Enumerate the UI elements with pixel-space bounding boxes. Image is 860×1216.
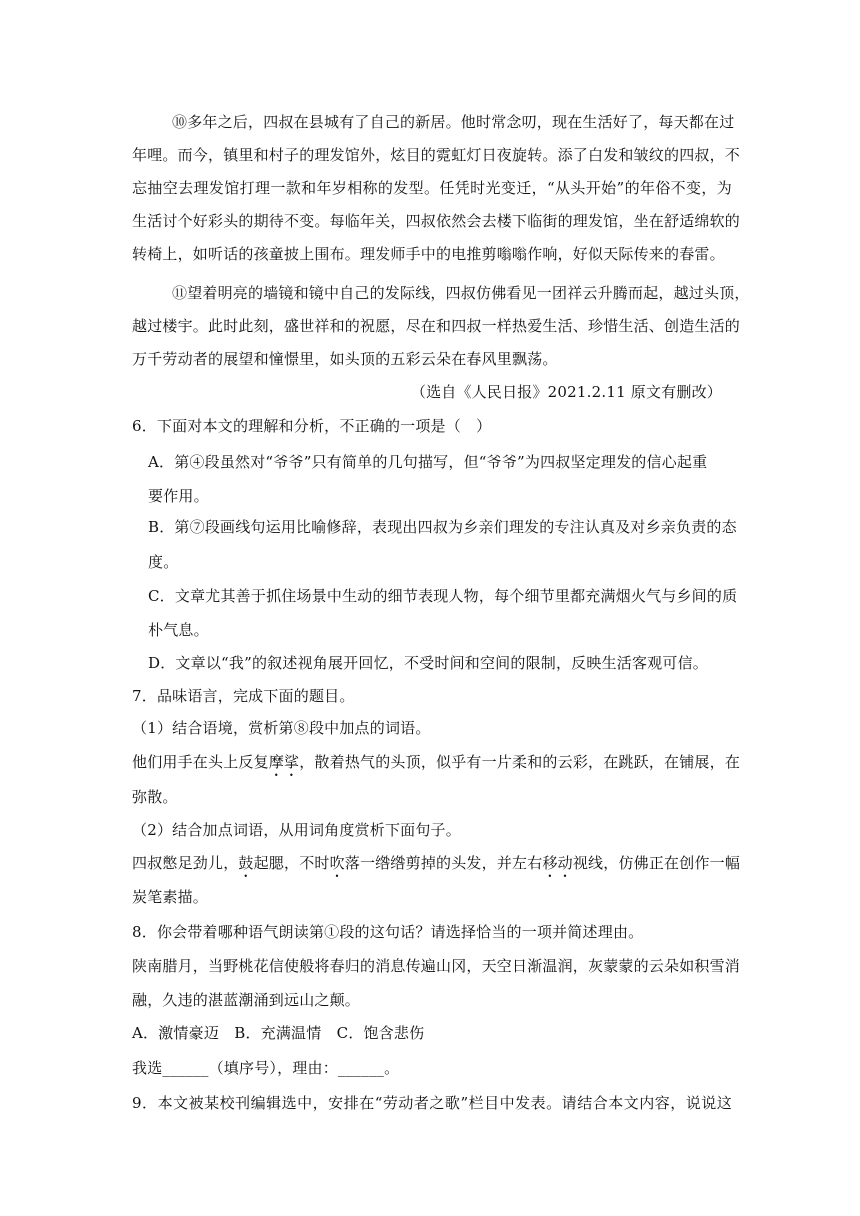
passage-line: 转椅上，如听话的孩童披上围布。理发师手中的电推剪嗡嗡作响，好似天际传来的春雷。 xyxy=(132,245,725,263)
passage-line: 忘抽空去理发馆打理一款和年岁相称的发型。任凭时光变迁，“从头开始”的年俗不变，为 xyxy=(132,179,732,197)
passage-line: ⑩多年之后，四叔在县城有了自己的新居。他时常念叨，现在生活好了，每天都在过 xyxy=(172,113,735,131)
q7-quote-1-line: 他们用手在头上反复摩挲，散着热气的头顶，似乎有一片柔和的云彩，在跳跃，在铺展，在 xyxy=(132,753,741,771)
question-9-stem: 9．本文被某校刊编辑选中，安排在“劳动者之歌”栏目中发表。请结合本文内容，说说这 xyxy=(132,1094,732,1112)
q6-option-d: D．文章以“我”的叙述视角展开回忆，不受时间和空间的限制，反映生活客观可信。 xyxy=(148,654,708,672)
passage-line: 生活讨个好彩头的期待不变。每临年关，四叔依然会去楼下临街的理发馆，坐在舒适绵软的 xyxy=(132,212,741,230)
passage-line: 万千劳动者的展望和憧憬里，如头顶的五彩云朵在春风里飘荡。 xyxy=(132,350,558,368)
q6-option-a-cont: 要作用。 xyxy=(148,487,209,505)
passage-line: 越过楼宇。此时此刻，盛世祥和的祝愿，尽在和四叔一样热爱生活、珍惜生活、创造生活的 xyxy=(132,317,741,335)
q7-subquestion-1: （1）结合语境，赏析第⑧段中加点的词语。 xyxy=(132,719,431,737)
q7-subquestion-2: （2）结合加点词语，从用词角度赏析下面句子。 xyxy=(132,821,461,839)
emphasis-word: 摩挲 xyxy=(268,753,300,771)
q6-option-b-cont: 度。 xyxy=(148,553,179,571)
q6-option-a: A．第④段虽然对“爷爷”只有简单的几句描写，但“爷爷”为四叔坚定理发的信心起重 xyxy=(148,453,708,471)
emphasis-word: 鼓 xyxy=(238,854,254,872)
q7-quote-2-line: 四叔憋足劲儿，鼓起腮，不时吹落一绺绺剪掉的头发，并左右移动视线，仿佛正在创作一幅 xyxy=(132,854,741,872)
passage-source: （选自《人民日报》2021.2.11 原文有删改） xyxy=(410,383,722,401)
question-6-stem: 6．下面对本文的理解和分析，不正确的一项是（ ） xyxy=(132,417,492,435)
q7-quote-1-cont: 弥散。 xyxy=(132,788,178,806)
q6-option-b: B．第⑦段画线句运用比喻修辞，表现出四叔为乡亲们理发的专注认真及对乡亲负责的态 xyxy=(148,518,737,536)
passage-line: ⑪望着明亮的墙镜和镜中自己的发际线，四叔仿佛看见一团祥云升腾而起，越过头顶， xyxy=(172,284,750,302)
emphasis-word: 移动 xyxy=(542,854,573,872)
q8-options: A．激情豪迈 B．充满温情 C．饱含悲伤 xyxy=(132,1024,425,1042)
q6-option-c-cont: 朴气息。 xyxy=(148,621,209,639)
q7-quote-2-cont: 炭笔素描。 xyxy=(132,888,209,906)
question-8-stem: 8．你会带着哪种语气朗读第①段的这句话？请选择恰当的一项并简述理由。 xyxy=(132,923,644,941)
question-7-stem: 7．品味语言，完成下面的题目。 xyxy=(132,687,355,705)
q6-option-c: C．文章尤其善于抓住场景中生动的细节表现人物，每个细节里都充满烟火气与乡间的质 xyxy=(148,587,738,605)
q8-quote-line: 陕南腊月，当野桃花信使般将春归的消息传遍山冈，天空日渐温润，灰蒙蒙的云朵如积雪消 xyxy=(132,957,741,975)
emphasis-word: 吹 xyxy=(329,854,345,872)
q8-answer-line: 我选______（填序号），理由：______。 xyxy=(132,1059,400,1077)
passage-line: 年哩。而今，镇里和村子的理发馆外，炫目的霓虹灯日夜旋转。添了白发和皱纹的四叔，不 xyxy=(132,146,741,164)
q8-quote-cont: 融，久违的湛蓝潮涌到远山之颠。 xyxy=(132,991,361,1009)
